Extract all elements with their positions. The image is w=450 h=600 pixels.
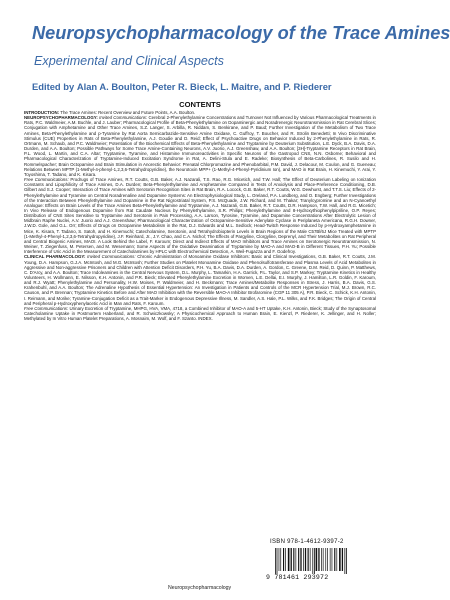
section-label: INTRODUCTION:	[24, 110, 60, 115]
barcode-bar	[325, 548, 326, 571]
book-title: Neuropsychopharmacology of the Trace Amines	[32, 23, 450, 43]
isbn-label: ISBN 978-1-4612-9397-2	[270, 539, 344, 545]
barcode-image	[274, 548, 378, 574]
barcode-bar	[308, 548, 309, 571]
barcode-bar	[298, 548, 299, 571]
barcode-bar	[312, 548, 313, 574]
contents-section	[24, 254, 376, 306]
barcode-bar	[346, 548, 347, 574]
barcode-bar	[314, 548, 315, 574]
barcode-bar	[288, 548, 290, 571]
barcode-bar	[339, 548, 341, 571]
series-footer: Neuropsychopharmacology	[168, 585, 232, 591]
barcode-bar	[305, 548, 306, 571]
barcode-bar	[279, 548, 280, 571]
barcode-bar	[296, 548, 297, 571]
barcode-bar	[323, 548, 324, 571]
section-text: Cerebral 2-Phenylethylamine Concentrations and Turnover Not Influenced by Various Pharmacological Treatments in Rats, P.C. Waldmeier, A.M. Buchle, and J. Lauber; Pharmacological Profile of Beta-Phenylethylamine on Dopaminergic and Noradrenergic Neurotransmission in Rat Cerebral Slices; Conjugation with Amphetamine and Other Trace Amines, S.Z. Langer, S. Arbilla, R. Niddam, S. Benkirane, and P. Baud; Further Investigation of the Metabolism of Two Trace Amines, Beta-Phenylethylamine and p-Tyramine by Rat Aorta Semicarbazide-Sensitive Amine Oxidase, C. Guffroy, T. Boucher, and R. Strolin Benedetti; In Vivo Discriminative Stimulus (CUE) Properties in Rats of Beta-Phenylethylamine, A.J. Goudie and D. Reid; Effect of Psychoactive Drugs on Behavior Induced by 2-Phenylethylamine in Rats, R. Ortmann, M. Schaub, and P.C. Waldmeier; Potentiation of the Biochemical Effects of Beta-Phenylethylamine and Tryptamine by Deuterium Substitution, L.E. Dyck, B.A. Davis, D.A. Durden, and A.A. Boulton; Possible Pathways for Some Trace Amine-Containing Neurons, A.V. Juorio, A.J. Greenshaw, and A.A. Boulton; [3H]-Tryptamine Receptors in Rat Brain, P.L. Wood, L. Martin, and C.A. Altar; Tryptamine, Tyramine, and Histamine Immunoreactivities in Specific Neurons of the Gastropod CNS, N.N. Osborne; Behavioral and Pharmacological Characterization of Tryptamine-Induced Excitation Syndrome in Rat, A. Delini-Stula and E. Radeke; Biosynthesis of Beta-Carbolines, R. Susilo and H. Rommelspacher; Brain Octopamine and Brain Stimulation in Anorectic Behavior: Prenatal Chlorpromazine and Phenobarbital, P.M. David, J. Delacour, M. Coulon, and G. Gueneau; Relations Between MPTP (1-Methyl-4-phenyl-1,2,3,6-Tetrahydropyridine), the Neurotoxin MPP+ (1-Methyl-4-Phenyl-Pyridinium Ion), and MAO in Rat Brain, H. Kinemuchi, Y. Arai, Y. Toyoshima, T. Tadano, and K. Kisara.	[24, 115, 376, 177]
barcode-bar	[291, 548, 292, 571]
editors-names: Alan A. Boulton, Peter R. Bieck, L. Maitre, and P. Riederer	[76, 81, 332, 92]
section-lead: Free Communications:	[24, 177, 69, 183]
barcode-bar	[275, 548, 276, 574]
contents-section	[24, 115, 376, 177]
contents-section	[24, 306, 376, 321]
barcode-bar	[280, 548, 281, 571]
barcode-bar	[277, 548, 278, 574]
contents-heading: CONTENTS	[179, 100, 221, 109]
barcode-bar	[318, 548, 319, 571]
section-text: The Trace Amines: Recent Overview and Future Points, A.A. Boulton.	[60, 110, 196, 115]
barcode-bar	[285, 548, 286, 571]
section-text: Prodrugs of Trace Amines, R.T. Coutts, G.B. Baker, A.J. Nazarali, T.S. Rao, R.G. Micetich, and T.W. Hall; The Effect of Deuterium Labeling on Ionization Constants and Lipophilicity of Trace Amines, D.A. Durden; Beta-Phenylethylamine and Amphetamine Compared in Tests of Anxiolysis and Place-Preference Conditioning, D.B. Gilbert and S.J. Cooper; Interaction of Trace Amines with Serotonin Recognition Sites in Rat Brain, R.A. Locock, G.B. Baker, R.T. Coutts, W.G. Dewhurst, and T.T.S. Liu; Effects of 2-Phenylethylamine and Tyramine on Central Noradrenaline and Dopamine Systems: An Electrophysiological Study, L. Oreland, P.A. Lundberg, and O. Engberg; Further Investigations of the Interaction Between Phenylethylamine and Dopamine in the Rat Nigrostriatal System, P.S. McQuade, J.W. Richard, and M. Thakar; Tranylcypromine and an N-Cyanoethyl Analogue: Effects on Brain Levels of the Trace Amines Beta-Phenylethylamine and Tryptamine, A.J. Nazarali, G.B. Baker, R.T. Coutts, D.R. Hampson, T.W. Hall, and R.G. Micetich; In Vivo Release of Endogenous Dopamine from Rat Caudate Nucleus by Phenylethylamine, S.R. Philips; Phenylethylamine and 8-Hydroxythiophenylpipriline, O.P. Reyes; Distribution of CNS Sites Sensitive to Tryptamine and Serotonin in Pain Processing, A.A. Larson, Tyrosine, Tyramine, and Dopamine Concentrations After Electrolytic Lesion of Midbrain Raphe Nuclei, A.V. Juorio and A.J. Greenshaw; Pharmacological Characterization of Octopamine-Sensitive Adenylate Cyclase in Periplaneta Americana, R.G.H. Downer, J.W.D. Gole, and G.L. Orr; Effects of Drugs on Octopamine Metabolism in the Rat, D.J. Edwards and M.L. Sedlock; Head-Twitch Response Induced by p-Hydroxyamphetamine in Mice, K. Kisara, T. Tadano, S. Satoh, and H. Kinemuchi; Catecholamine, Serotonin, and Tetrahydrobiopterin Levels in Brain Regions of the Male C57Bl/6J Mice Treated with MPTP (1-Methyl-4-Phenyl-1,2,3,6-Tetrahydropyridine), J.F. Reinhard, Jr., J.Y. Chao, and C.A. Nichol; The Effects of Pargyline, Clorgyline, Deprenyl, and Their Metabolites on Rat Peripheral and Central Biogenic Amines, MAOI. A Look Behind the Label, F. Karoum; Direct and Indirect Effects of MAO Inhibitors and Trace Amines on Serotonergic Neurotransmission, N. Weiner, T. Ziegenfuss, M. Petersen, and M. Wesemann; Some Aspects of the Oxidative Deamination of Tryptamine by MAO-A and MAO-B in Different Tissues, P.H. Yu; Possible Interference of Uric Acid in the Measurement of Catecholamines by HPLC with Electrochemical Detection, A. Weil-Fugazza and F. Godefroy.	[24, 177, 376, 255]
section-lead: Invited Communications:	[99, 115, 148, 121]
section-label: CLINICAL PHARMACOLOGY:	[24, 254, 86, 260]
section-lead: Invited Communications:	[87, 254, 136, 260]
barcode-bar	[330, 548, 331, 571]
barcode-bar	[327, 548, 328, 571]
barcode-bar	[316, 548, 318, 571]
section-text: Chronic Administration of Monoamine Oxidase Inhibitors: Basic and Clinical Investigations, G.B. Baker, R.T. Coutts, J.M. Young, D.A. Hampson, G.J.A. McIntosh, and M.G. McIntosh; Further Studies on Platelet Monoamine Oxidase and Phenolsulfotransferase and Plasma Levels of Acid Metabolites in Aggressive and Non-aggressive Prisoners and Children with Attention Deficit Disorders, P.H. Yu, B.A. Davis, D.A. Durden, A. Gordon, C. Greene, D.M. Reid, D. Quinn, P. Matthews, C. D'Arcy, and A.A. Boulton; Trace Indoleamines in the Central Nervous System, D.L. Murphy, L. Tamarkin, H.A. Garrick, P.L. Taylor, and S.P. Markey; Tryptamine Kinetics in Healthy Volunteers, H. Wollmann, E. Nilsson, K.H. Antonin, and P.R. Bieck; Elevated Phenylethylamine Excretion in Women, L.E. Dellai, E.I. Murphy, J. Hamilton, L.R. Goldin, F. Karoum, and R.J. Wyatt; Phenylethylamine and Personality, H.W. Moises, P. Waldmeier, and H. Beckmann; Trace Amines/Metabolite Responses in Stress, J. Harris, B.A. Davis, G.S. Krahenbuhl, and A.A. Boulton; The Adrenaline Hypothesis of Essential Hypertension: An Investigation in Patients and Controls of the MCR Hypertension Trial, M.J. Brown, R.C. Causon, and P. Brennan; Tryptamine Kinetics Before and After MAO Inhibition with the Reversible MAO-A Inhibitor Brofaromine (CGP 11 305 A), P.R. Bieck, C. Schick, K.H. Antonin, I. Reimann, and Morike; Tyramine-Conjugation Deficit as a Trait-Marker in Endogenous Depressive Illness, M. Sandler, A.S. Hale, P.L. Wilks, and F.K. Bridges; The Origin of Central and Peripheral p-Hydroxyphenylacetic Acid in Man and Rats, F. Karoum.	[24, 254, 376, 306]
section-lead: Free Communications:	[24, 305, 69, 311]
barcode-bar	[310, 548, 311, 571]
barcode-bar	[321, 548, 322, 571]
barcode-bar	[283, 548, 284, 571]
contents-section	[24, 177, 376, 254]
barcode-bar	[334, 548, 335, 571]
section-label: NEUROPSYCHOPHARMACOLOGY:	[24, 115, 98, 121]
barcode-digits: 9 781461 293972	[266, 574, 329, 581]
editors-line	[32, 81, 382, 93]
barcode-bar	[293, 548, 294, 571]
barcode-bar	[303, 548, 304, 571]
editors-prefix: Edited by	[32, 81, 75, 92]
barcode-bar	[342, 548, 343, 571]
contents-list	[24, 110, 376, 540]
book-subtitle: Experimental and Clinical Aspects	[34, 54, 224, 68]
barcode-bar	[300, 548, 301, 571]
barcode-bar	[336, 548, 337, 571]
section-text: Urinary Excretion of Tryptamine, MHPG, HVA, VMA, 4718, a Combined Inhibitor of MAO-A and 5-HT Uptake, K.H. Antonin, Bieck; Study of the Synaptosomal Catecholamine Uptake in Postmortem Haberland, and R. Schwiczkowsky; A Physicochemical Approach to Human Brain, E. Kienzl, P. Riederer, K. Jellinger, and H. Noller; Methylated by In Vitro Human Platelet Preparations, A. Mosnaim, M. Wolf, and F. Szanto. INDEX.	[24, 305, 376, 322]
barcode-bar	[332, 548, 333, 571]
barcode-bar	[344, 548, 345, 574]
